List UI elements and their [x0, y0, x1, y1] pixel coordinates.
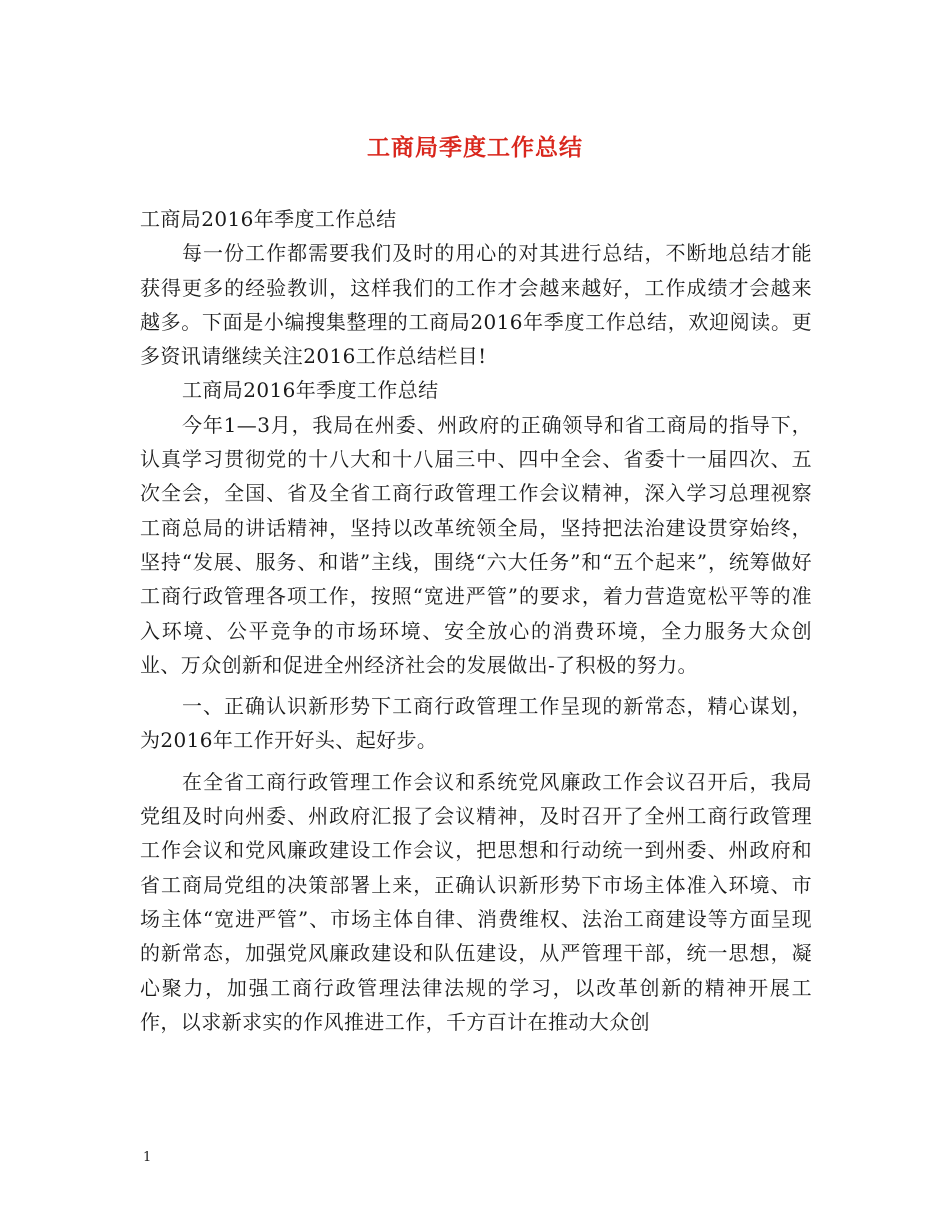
paragraph-subtitle: 工商局2016年季度工作总结	[140, 207, 397, 231]
paragraph-intro: 每一份工作都需要我们及时的用心的对其进行总结，不断地总结才能获得更多的经验教训，这样我们的工作才会越来越好，工作成绩才会越来越多。下面是小编搜集整理的工商局2016年季度工作总结，欢迎阅读。更多资讯请继续关注2016工作总结栏目!	[140, 241, 812, 369]
document-body	[140, 202, 812, 1039]
paragraph-overview: 今年1—3月，我局在州委、州政府的正确领导和省工商局的指导下，认真学习贯彻党的十八大和十八届三中、四中全会、省委十一届四次、五次全会，全国、省及全省工商行政管理工作会议精神，深入学习总理视察工商总局的讲话精神，坚持以改革统领全局，坚持把法治建设贯穿始终，坚持“发展、服务、和谐”主线，围绕“六大任务”和“五个起来”，统筹做好工商行政管理各项工作，按照“宽进严管”的要求，着力营造宽松平等的准入环境、公平竞争的市场环境、安全放心的消费环境，全力服务大众创业、万众创新和促进全州经济社会的发展做出-了积极的努力。	[140, 412, 812, 677]
paragraph-section-one-body: 在全省工商行政管理工作会议和系统党风廉政工作会议召开后，我局党组及时向州委、州政府汇报了会议精神，及时召开了全州工商行政管理工作会议和党风廉政建设工作会议，把思想和行动统一到州委、州政府和省工商局党组的决策部署上来，正确认识新形势下市场主体准入环境、市场主体“宽进严管”、市场主体自律、消费维权、法治工商建设等方面呈现的新常态，加强党风廉政建设和队伍建设，从严管理干部，统一思想，凝心聚力，加强工商行政管理法律法规的学习，以改革创新的精神开展工作，以求新求实的作风推进工作，千方百计在推动大众创	[140, 769, 812, 1034]
page-number: 1	[143, 1150, 152, 1165]
paragraph-section-one-heading: 一、正确认识新形势下工商行政管理工作呈现的新常态，精心谋划，为2016年工作开好头、起好步。	[140, 694, 812, 753]
paragraph-heading: 工商局2016年季度工作总结	[182, 378, 439, 403]
document-title: 工商局季度工作总结	[367, 134, 583, 161]
